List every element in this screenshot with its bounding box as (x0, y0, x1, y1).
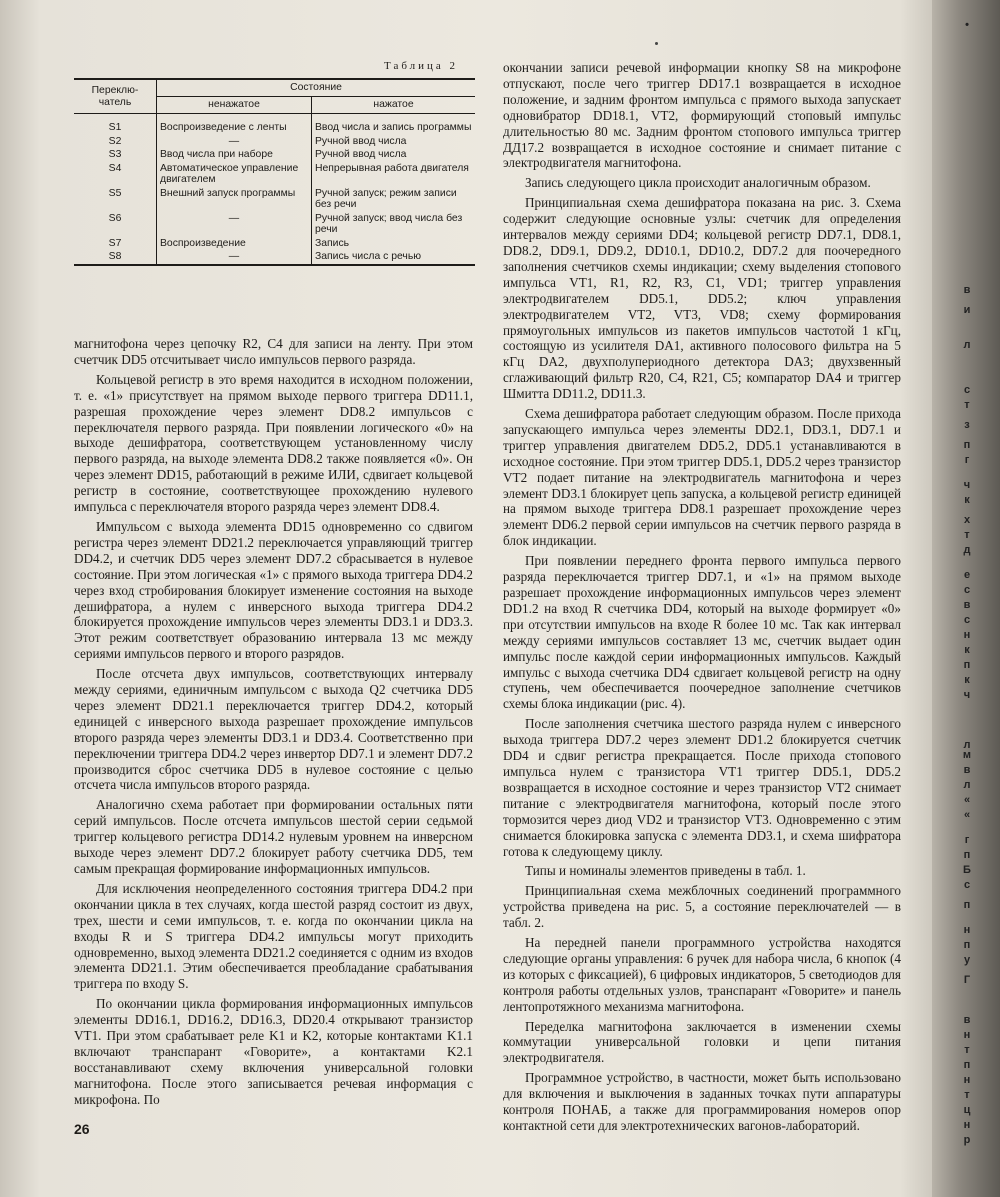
paragraph: После отсчета двух импульсов, соответствующих интервалу между сериями, единичным импульсом с выхода Q2 счетчика DD5 через элемент DD21.1 переключается триггер DD4.2, который единицей с инверсного выхода разрешает прохождение импульсов второго разряда через элементы DD3.1 и DD3.4. Соответственно при переключении триггера DD4.2 через инвертор DD7.1 и элемент DD7.2 производится сброс счетчика DD5 в нулевое состояние с целью отсчета числа импульсов второго разряда. (74, 666, 473, 793)
pressed-state-cell: Ручной ввод числа (312, 135, 476, 149)
edge-glyph: п (963, 849, 971, 861)
edge-glyph: в (963, 284, 971, 296)
paragraph: После заполнения счетчика шестого разряда нулем с инверсного выхода триггера DD7.2 через элемент DD1.2 блокируется счетчик DD4 и сдвиг регистра прекращается. После прихода стопового импульса нулем с транзистора VT1 триггер DD5.1, DD5.2 возвращается в исходное состояние и через транзистор VT2 снимает питание с электродвигателя магнитофона, который после этого тормозится через диод VD2 и транзистор VT3. Одновременно с этим снимается блокировка запуска с элемента DD3.1, и схема шифратора готова к следующему циклу. (503, 716, 901, 859)
pressed-state-cell: Запись числа с речью (312, 250, 476, 265)
page-number: 26 (74, 1121, 90, 1137)
edge-glyph: п (963, 899, 971, 911)
pressed-state-cell: Запись (312, 237, 476, 251)
edge-glyph: н (963, 629, 971, 641)
released-state-cell: — (157, 135, 312, 149)
col-header-state: Состояние (157, 79, 476, 97)
paragraph: Аналогично схема работает при формировании остальных пяти серий импульсов. После отсчета импульсов шестой серии седьмой триггер кольцевого регистра DD14.2 нулевым уровнем на инверсном выходе через элемент DD7.2 блокирует работу счетчика DD5, тем самым прекращая формирование информационных импульсов. (74, 797, 473, 876)
edge-glyph: н (963, 1074, 971, 1086)
edge-glyph: л (963, 339, 971, 351)
edge-glyph: с (963, 584, 971, 596)
pressed-state-cell: Ручной запуск; режим записи без речи (312, 187, 476, 212)
edge-glyph: р (963, 1134, 971, 1146)
released-state-cell: — (157, 250, 312, 265)
edge-glyph: г (964, 834, 970, 846)
edge-glyph: т (964, 399, 970, 411)
edge-glyph: г (964, 454, 970, 466)
paragraph: Для исключения неопределенного состояния триггера DD4.2 при окончании цикла в тех случаях, когда шестой разряд состоит из двух, трех, шести и семи импульсов, т. е. когда по окончании цикла на входы R и S триггера DD4.2 импульсы могут приходить одновременно, выход элемента DD21.2 соединяется с одним из входов элемента DD21.1. Этим обеспечивается преобладание срабатывания триггера по входу S. (74, 880, 473, 992)
edge-glyph: к (964, 494, 970, 506)
paragraph: Принципиальная схема межблочных соединений программного устройства приведена на рис. 5, а состояние переключателей — в табл. 2. (503, 883, 901, 931)
edge-glyph: с (963, 879, 971, 891)
edge-glyph: х (963, 514, 971, 526)
table-row (74, 148, 475, 162)
right-column-text (503, 60, 901, 1140)
paragraph: Принципиальная схема дешифратора показана на рис. 3. Схема содержит следующие основные узлы: счетчик для определения интервалов между сериями DD4; кольцевой регистр DD7.1, DD8.1, DD8.2, DD9.1, DD9.2, DD10.1, DD10.2, DD7.2 для поочередного заполнения счетчиков схемы индикации; схему выделения стопового импульса VT1, R1, R2, R3, C1, VD1; триггер управления электродвигателем DD5.1, DD5.2; ключ управления электродвигателем VT2, VT3, VD8; схему формирования прямоугольных импульсов из пакетов импульсов частотой 1 кГц, состоящую из усилителя DA1, активного полосового фильтра на 5 кГц DA2, двухполупериодного детектора DA3; двухзвенный сглаживающий фильтр R20, C4, R21, C5; компаратор DA4 и триггер Шмитта DD11.2, DD11.3. (503, 195, 901, 402)
paragraph: По окончании цикла формирования информационных импульсов элементы DD16.1, DD16.2, DD16.3, DD20.4 открывают транзистор VT1. При этом срабатывает реле K1 и K2, которые контактами K1.1 включают транспарант «Говорите», а контактами K2.1 восстанавливают схему включения универсальной головки магнитофона. После этого записывается речевая информация с микрофона. По (74, 996, 473, 1107)
paragraph: магнитофона через цепочку R2, C4 для записи на ленту. При этом счетчик DD5 отсчитывает число импульсов первого разряда. (74, 336, 473, 367)
edge-glyph: з (964, 419, 970, 431)
pressed-state-cell: Непрерывная работа двигателя (312, 162, 476, 187)
edge-glyph: к (964, 644, 970, 656)
paragraph: окончании записи речевой информации кнопку S8 на микрофоне отпускают, после чего триггер DD17.1 возвращается в исходное положение, и задним фронтом импульса с прямого выхода запускает одновибратор DD18.1, VT2, формирующий стоповый импульс длительностью 80 мс. Задним фронтом стопового импульса триггер ДД17.2 возвращается в исходное состояние и снимает питание с электродвигателя магнитофона. (503, 60, 901, 171)
edge-glyph: н (963, 924, 971, 936)
table-row (74, 187, 475, 212)
edge-glyph: ц (963, 1104, 971, 1116)
left-column-text (74, 336, 473, 1126)
switch-cell: S7 (108, 237, 122, 249)
paragraph: Схема дешифратора работает следующим образом. После прихода запускающего импульса через элементы DD2.1, DD3.1, DD7.1 и триггер управления двигателем DD5.2, DD5.1 устанавливаются в исходное состояние. При этом триггер DD5.1, DD5.2 через транзистор VT2 подает питание на электродвигатель магнитофона и через элемент DD3.1 блокирует цепь запуска, а кольцевой регистр единицей на прямом выходе триггера DD8.1 разрешает прохождение через элемент DD6.2 первой серии импульсов на счетчик первого разряда в блок индикации. (503, 406, 901, 549)
released-state-cell: Внешний запуск программы (157, 187, 312, 212)
paragraph: Программное устройство, в частности, может быть использовано для включения и выключения в заданных точках пути аппаратуры контроля ПОНАБ, а также для программирования номеров опор контактной сети для электротехнических вагонов-лабораторий. (503, 1070, 901, 1133)
edge-glyph: с (963, 384, 971, 396)
pressed-state-cell: Ручной запуск; ввод числа без речи (312, 212, 476, 237)
pressed-state-cell: Ввод числа и запись программы (312, 114, 476, 135)
released-state-cell: Воспроизведение (157, 237, 312, 251)
edge-glyph: т (964, 1044, 970, 1056)
released-state-cell: Автоматическое управление двигателем (157, 162, 312, 187)
switch-cell: S6 (108, 212, 122, 224)
switch-cell: S1 (108, 122, 122, 133)
edge-glyph: е (963, 569, 971, 581)
released-state-cell: — (157, 212, 312, 237)
table-caption: Таблица 2 (384, 60, 459, 72)
pressed-state-cell: Ручной ввод числа (312, 148, 476, 162)
col-header-pressed: нажатое (312, 97, 476, 114)
edge-glyph: т (964, 529, 970, 541)
edge-glyph: ч (963, 479, 971, 491)
released-state-cell: Ввод числа при наборе (157, 148, 312, 162)
edge-glyph: н (963, 1029, 971, 1041)
edge-glyph: Г (963, 974, 971, 986)
paragraph: Типы и номиналы элементов приведены в табл. 1. (525, 863, 806, 879)
edge-glyph: в (963, 599, 971, 611)
edge-glyph: м (962, 749, 972, 761)
edge-glyph: ч (963, 689, 971, 701)
edge-glyph: в (963, 764, 971, 776)
paragraph: На передней панели программного устройства находятся следующие органы управления: 6 ручек для набора числа, 6 кнопок (4 из которых с фиксацией), 6 цифровых индикаторов, 5 светодиодов для контроля работы отдельных узлов, транспарант «Говорите» и панель лентопротяжного механизма магнитофона. (503, 935, 901, 1014)
switch-cell: S3 (108, 149, 122, 160)
edge-glyph: д (963, 544, 971, 556)
table-row (74, 135, 475, 149)
edge-glyph: « (963, 794, 971, 806)
table-row (74, 212, 475, 237)
edge-glyph: « (963, 809, 971, 821)
col-header-switch: Переклю-чатель (74, 79, 157, 114)
edge-glyph: п (963, 939, 971, 951)
table-row (74, 162, 475, 187)
edge-glyph: в (963, 1014, 971, 1026)
edge-glyph: • (965, 19, 969, 31)
table-row (74, 114, 475, 135)
table-row (74, 237, 475, 251)
paragraph: Импульсом с выхода элемента DD15 одновременно со сдвигом регистра через элемент DD21.2 переключается управляющий триггер DD4.2, и счетчик DD5 через элемент DD7.2 сбрасывается в нулевое состояние. При этом логическая «1» с прямого выхода триггера DD4.2 через вход стробирования блокирует изменение состояния на выходе дешифратора, а нулем с инверсного выхода триггера DD4.2 блокируется прохождение импульсов через элементы DD3.1 и DD3.3. Этот режим соответствует образованию интервала 13 мс между сериями импульсов первого и второго разрядов. (74, 518, 473, 662)
paragraph: При появлении переднего фронта первого импульса первого разряда переключается триггер DD7.1, и «1» на прямом выходе разрешает прохождение информационных импульсов через элемент DD1.2 на вход R счетчика DD4, который на выходе формирует «0» при отсутствии импульсов на входе R более 10 мс. Так как интервал между сериями импульсов составляет 13 мс, счетчик выдает один импульс после каждой серии информационных импульсов. Каждый импульс с выхода счетчика DD4 сдвигает кольцевой регистр на одну ступень, чем обеспечивается поочередное заполнение счетчиков схемы блока индикации (рис. 4). (503, 553, 901, 712)
edge-glyph: к (964, 674, 970, 686)
edge-glyph: п (963, 1059, 971, 1071)
edge-glyph: с (963, 614, 971, 626)
edge-glyph: у (963, 954, 971, 966)
edge-glyph: н (963, 1119, 971, 1131)
edge-glyph: и (963, 304, 971, 316)
edge-glyph: Б (963, 864, 971, 876)
edge-glyph: л (963, 739, 971, 751)
paragraph: Переделка магнитофона заключается в изменении схемы коммутации универсальной головки и цепи питания электродвигателя. (503, 1018, 901, 1066)
edge-glyph: т (964, 1089, 970, 1101)
adjacent-page-fragment (954, 0, 980, 1197)
edge-glyph: п (963, 439, 971, 451)
switch-state-table (74, 78, 475, 266)
edge-glyph: л (963, 779, 971, 791)
col-header-released: ненажатое (157, 97, 312, 114)
switch-cell: S2 (108, 135, 122, 147)
switch-cell: S4 (108, 162, 122, 174)
paragraph: Кольцевой регистр в это время находится в исходном положении, т. е. «1» присутствует на прямом выходе первого триггера DD11.1, разрешая прохождение через элемент DD8.2 импульсов с переключателя первого разряда. При появлении логического «0» на выходе дешифратора, соответствующем установленному числу первого разряда, на выходе элемента DD8.2 также появляется «0». Он через элемент DD15, работающий в режиме ИЛИ, сдвигает кольцевой регистр в состояние, соответствующее прохождению нулевого импульса с переключателя второго разряда через элемент DD8.4. (74, 371, 473, 515)
paragraph: Запись следующего цикла происходит аналогичным образом. (525, 175, 871, 191)
table-row (74, 250, 475, 265)
print-speck (655, 42, 658, 45)
switch-cell: S5 (108, 187, 122, 199)
switch-cell: S8 (74, 250, 157, 265)
edge-glyph: п (963, 659, 971, 671)
released-state-cell: Воспроизведение с ленты (157, 114, 312, 135)
